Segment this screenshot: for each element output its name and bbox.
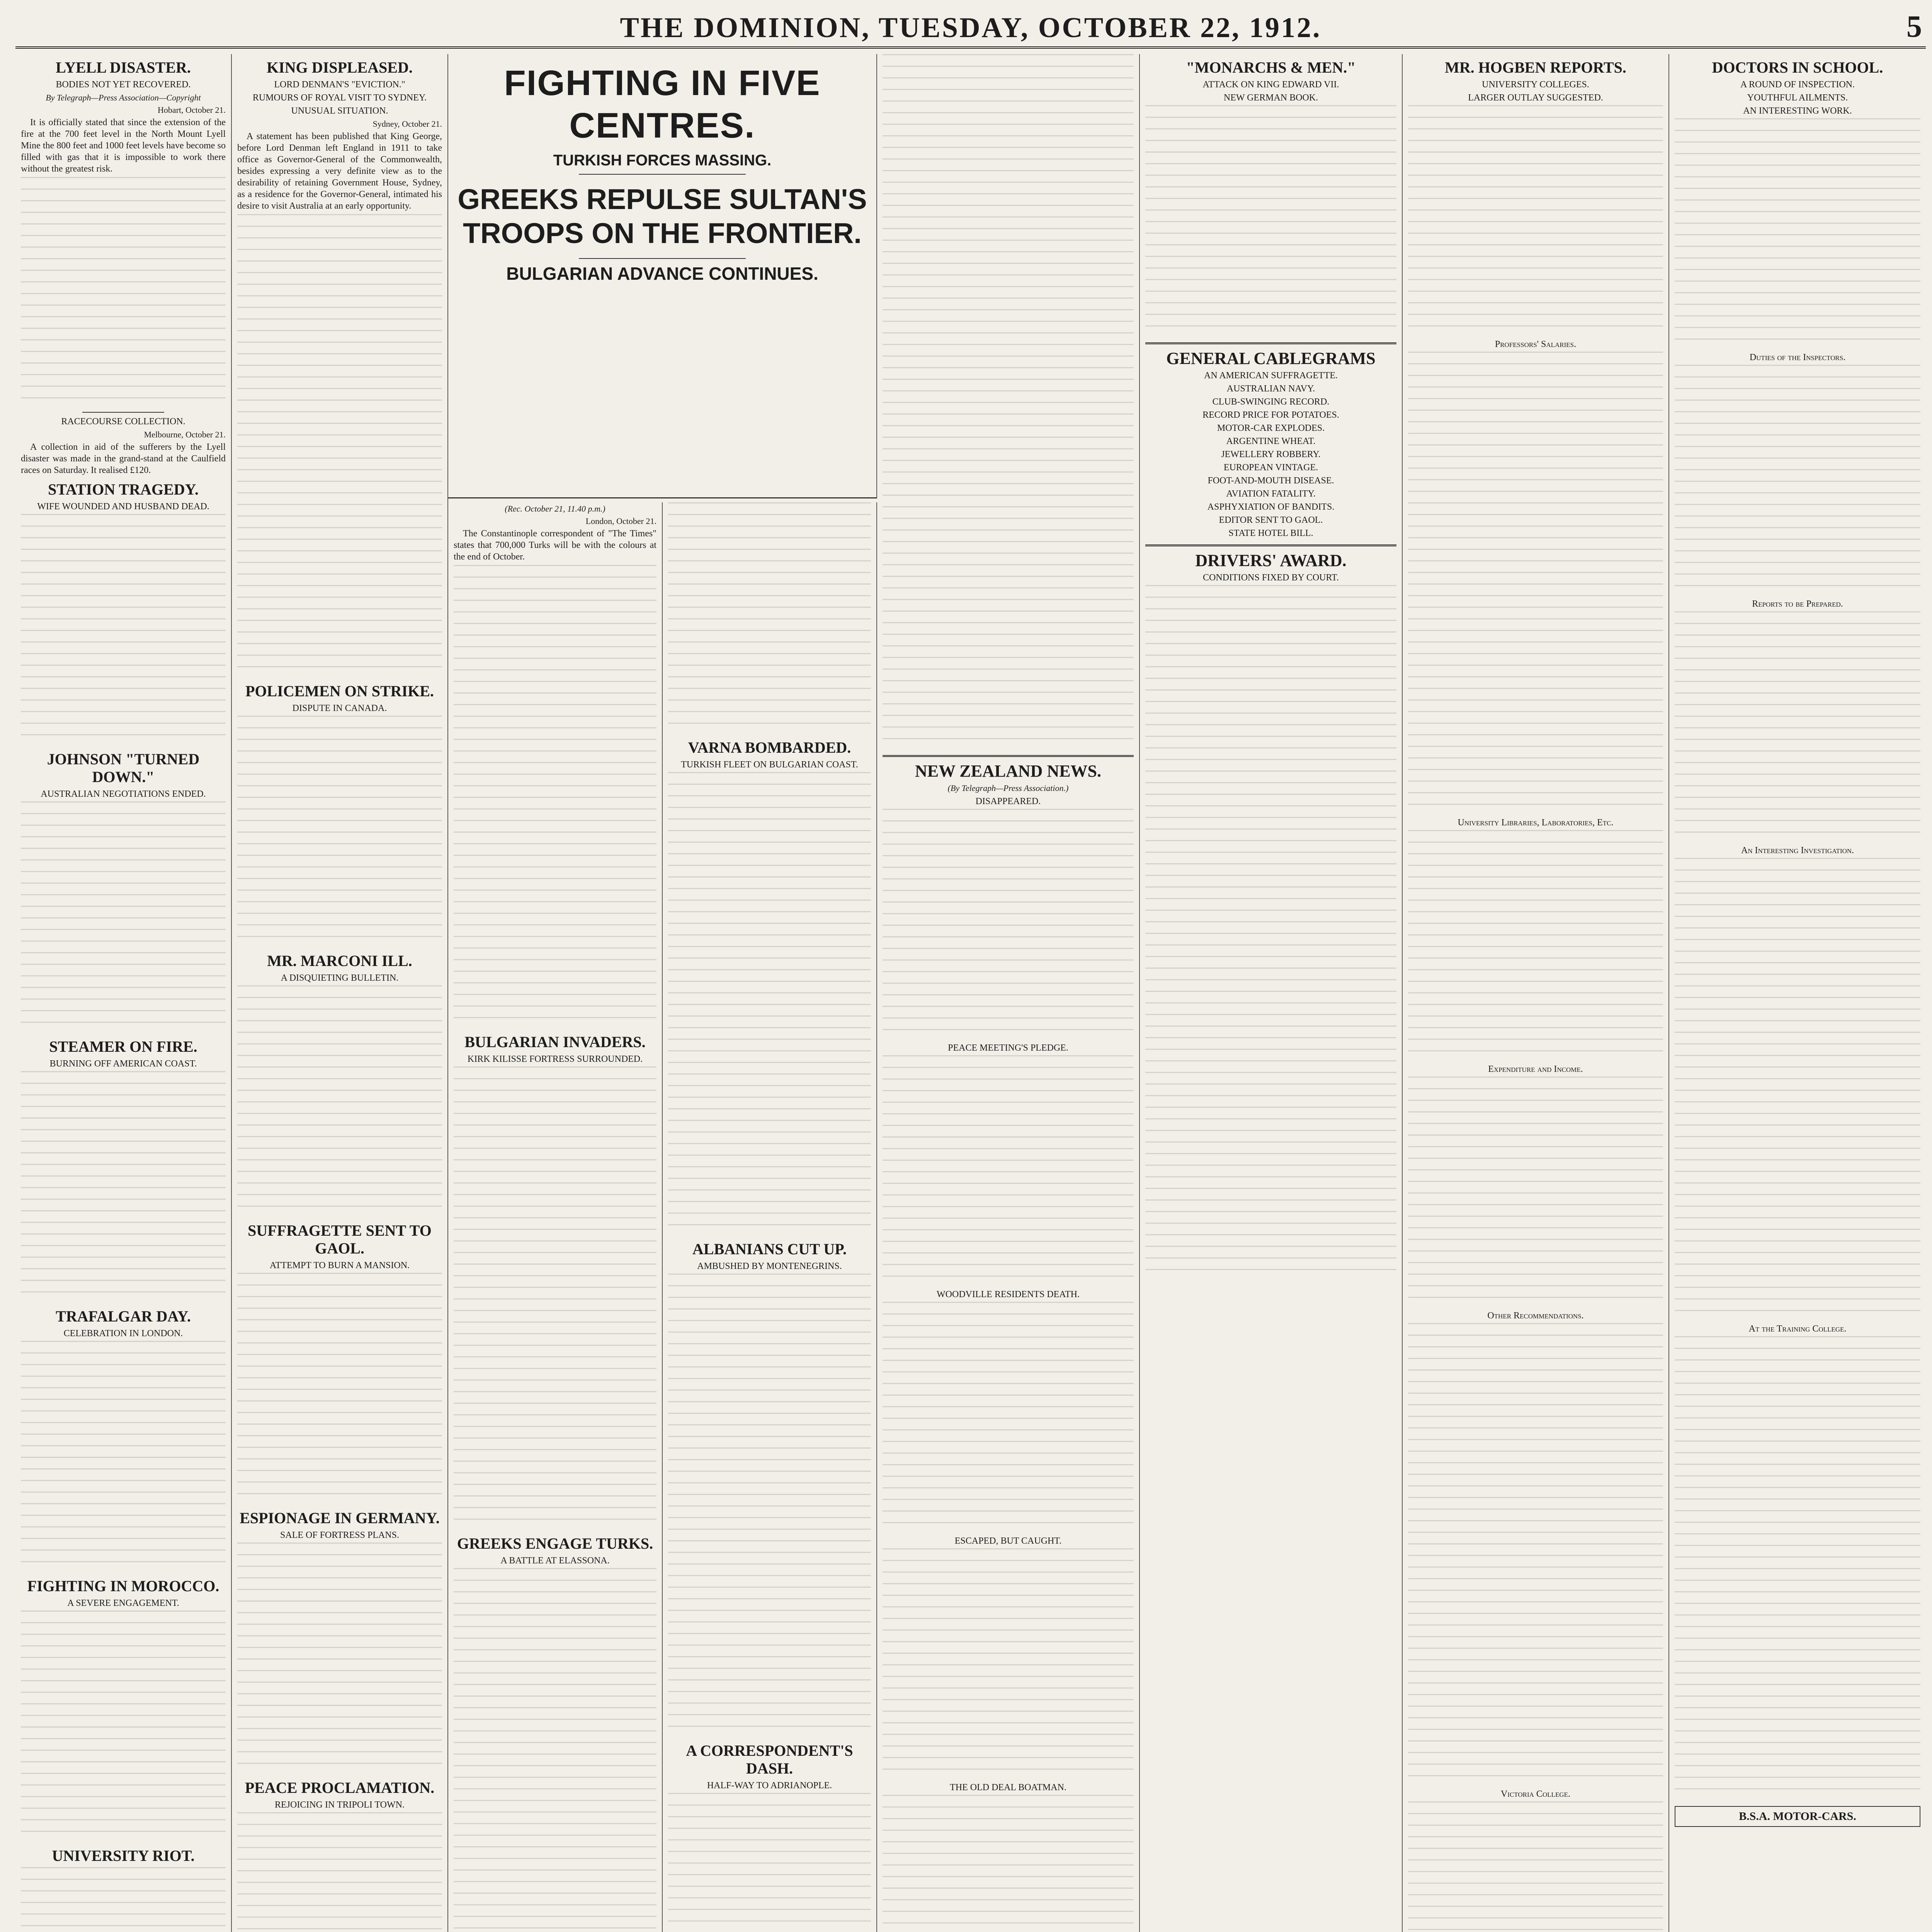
column-6	[1140, 54, 1403, 1932]
subhead-club-swinging: CLUB-SWINGING RECORD.	[1212, 397, 1330, 407]
war-banner	[448, 54, 877, 498]
subhead-station-tragedy: WIFE WOUNDED AND HUSBAND DEAD.	[37, 502, 209, 512]
body-text-block	[454, 565, 656, 1029]
headline-racecourse: RACECOURSE COLLECTION.	[61, 417, 185, 427]
subhead-inspection: A ROUND OF INSPECTION.	[1740, 80, 1855, 90]
headline-doctors: DOCTORS IN SCHOOL.	[1712, 59, 1883, 76]
page-columns	[15, 54, 1926, 1932]
subhead-steamer: BURNING OFF AMERICAN COAST.	[49, 1059, 197, 1069]
subhead-navy: AUSTRALIAN NAVY.	[1226, 384, 1315, 394]
subhead-peace: REJOICING IN TRIPOLI TOWN.	[275, 1800, 405, 1810]
headline-marconi: MR. MARCONI ILL.	[267, 952, 412, 969]
headline-correspondent: A CORRESPONDENT'S DASH.	[686, 1742, 853, 1777]
headline-trafalgar: TRAFALGAR DAY.	[56, 1308, 191, 1325]
headline-cablegrams: GENERAL CABLEGRAMS	[1166, 349, 1376, 368]
subhead-policemen: DISPUTE IN CANADA.	[292, 703, 387, 713]
body-text-block	[883, 809, 1134, 1041]
body-text-block	[1408, 105, 1663, 337]
subhead-german-book: NEW GERMAN BOOK.	[1223, 93, 1318, 103]
subhead-victoria: Victoria College.	[1500, 1789, 1571, 1799]
column-1	[15, 54, 232, 1932]
subhead-albanians: AMBUSHED BY MONTENEGRINS.	[697, 1261, 842, 1271]
subhead-editor-gaol: EDITOR SENT TO GAOL.	[1219, 515, 1323, 525]
page-number: 5	[1906, 10, 1922, 44]
body-text-block	[1675, 365, 1920, 597]
subhead-woodville: WOODVILLE RESIDENTS DEATH.	[937, 1289, 1080, 1299]
column-3	[448, 502, 663, 1932]
place-lyell: Hobart, October 21.	[158, 105, 226, 115]
body-text-block	[883, 54, 1134, 750]
divider	[579, 174, 746, 175]
subhead-espionage: SALE OF FORTRESS PLANS.	[280, 1530, 399, 1540]
subhead-potatoes: RECORD PRICE FOR POTATOES.	[1202, 410, 1339, 420]
subhead-interesting-work: AN INTERESTING WORK.	[1743, 106, 1852, 116]
dateline-war: (Rec. October 21, 11.40 p.m.)	[505, 504, 605, 514]
body-text-block	[883, 1302, 1134, 1534]
body-text-block	[21, 514, 226, 746]
headline-king-displeased: KING DISPLEASED.	[267, 59, 413, 76]
subhead-university: UNIVERSITY COLLEGES.	[1482, 80, 1589, 90]
subhead-deal-boatman: THE OLD DEAL BOATMAN.	[950, 1782, 1066, 1793]
subhead-expenditure: Expenditure and Income.	[1488, 1064, 1583, 1074]
body-text-block	[237, 716, 442, 947]
body-text-block	[237, 985, 442, 1217]
body-text-block	[454, 1066, 656, 1530]
newspaper-title: THE DOMINION, TUESDAY, OCTOBER 22, 1912.	[620, 12, 1321, 44]
headline-varna: VARNA BOMBARDED.	[688, 739, 851, 756]
place-war: London, October 21.	[585, 516, 656, 526]
body-text-block	[668, 1274, 871, 1737]
subhead-training-college: At the Training College.	[1748, 1324, 1847, 1334]
paragraph-war: The Constantinople correspondent of "The Times" states that 700,000 Turks will be with the colours at the end of October.	[454, 529, 656, 562]
subhead-johnson: AUSTRALIAN NEGOTIATIONS ENDED.	[41, 789, 206, 799]
body-text-block	[1408, 830, 1663, 1062]
headline-albanians: ALBANIANS CUT UP.	[692, 1240, 847, 1258]
body-text-block	[1145, 105, 1396, 337]
headline-station-tragedy: STATION TRAGEDY.	[48, 481, 199, 498]
ad-title: B.S.A. MOTOR-CARS.	[1739, 1810, 1856, 1823]
body-text-block	[21, 1867, 226, 1932]
subhead-unusual: UNUSUAL SITUATION.	[291, 106, 388, 116]
body-text-block	[21, 177, 226, 409]
column-4	[663, 502, 877, 1932]
subhead-escaped: ESCAPED, BUT CAUGHT.	[954, 1536, 1062, 1546]
body-text-block	[454, 1568, 656, 1932]
subhead-suffragette-us: AN AMERICAN SUFFRAGETTE.	[1204, 371, 1338, 381]
war-headline-main: FIGHTING IN FIVE CENTRES.	[504, 63, 821, 145]
body-text-block	[883, 1795, 1134, 1932]
headline-morocco: FIGHTING IN MOROCCO.	[27, 1577, 219, 1595]
body-text-block	[1408, 1077, 1663, 1308]
subhead-salaries: Professors' Salaries.	[1495, 339, 1577, 349]
subhead-jewellery: JEWELLERY ROBBERY.	[1221, 449, 1321, 459]
subhead-morocco: A SEVERE ENGAGEMENT.	[67, 1598, 179, 1608]
subhead-recommendations: Other Recommendations.	[1487, 1311, 1584, 1321]
body-text-block	[883, 1548, 1134, 1780]
headline-monarchs: "MONARCHS & MEN."	[1186, 59, 1356, 76]
subhead-ailments: YOUTHFUL AILMENTS.	[1747, 93, 1848, 103]
column-5	[877, 54, 1140, 1932]
paragraph-lyell: It is officially stated that since the extension of the fire at the 700 feet level in the North Mount Lyell Mine the 800 feet and 1000 feet levels have become so filled with gas that it is impossible to work there without the greatest risk.	[21, 117, 226, 174]
subhead-peace-meeting: PEACE MEETING'S PLEDGE.	[948, 1043, 1068, 1053]
subhead-denman: LORD DENMAN'S "EVICTION."	[274, 80, 405, 90]
divider	[579, 258, 746, 259]
advertisement-bsa	[1675, 1806, 1920, 1827]
body-text-block	[668, 772, 871, 1236]
subhead-drivers: CONDITIONS FIXED BY COURT.	[1203, 573, 1339, 583]
body-text-block	[237, 1273, 442, 1505]
body-text-block	[1145, 585, 1396, 1281]
subhead-libraries: University Libraries, Laboratories, Etc.	[1458, 818, 1614, 828]
masthead	[15, 9, 1926, 49]
war-headline-turkish: TURKISH FORCES MASSING.	[553, 152, 772, 169]
body-text-block	[21, 1341, 226, 1573]
war-headline-bulgarian: BULGARIAN ADVANCE CONTINUES.	[506, 264, 818, 284]
subhead-lyell: BODIES NOT YET RECOVERED.	[56, 80, 191, 90]
paragraph-king: A statement has been published that King George, before Lord Denman left England in 1911 to take office as Governor-General of the Commonwealth, besides expressing a very definite view as to the desirability of retaining Government House, Sydney, as a residence for the Governor-General, intimated his desire to visit Australia at an early opportunity.	[237, 131, 442, 211]
headline-lyell: LYELL DISASTER.	[56, 59, 191, 76]
body-text-block	[237, 1812, 442, 1932]
column-8	[1669, 54, 1926, 1932]
body-text-block	[237, 1543, 442, 1774]
body-text-block	[1675, 611, 1920, 843]
body-text-block	[1675, 118, 1920, 350]
headline-hogben: MR. HOGBEN REPORTS.	[1445, 59, 1626, 76]
headline-peace: PEACE PROCLAMATION.	[245, 1779, 435, 1796]
headline-johnson: JOHNSON "TURNED DOWN."	[47, 750, 200, 786]
war-headline-greeks: GREEKS REPULSE SULTAN'S TROOPS ON THE FRONTIER.	[457, 183, 867, 249]
subhead-wheat: ARGENTINE WHEAT.	[1226, 436, 1316, 446]
subhead-royal-visit: RUMOURS OF ROYAL VISIT TO SYDNEY.	[252, 93, 427, 103]
body-text-block	[1675, 1336, 1920, 1800]
divider	[1145, 544, 1396, 546]
subhead-duties: Duties of the Inspectors.	[1749, 352, 1846, 362]
subhead-disappeared: DISAPPEARED.	[975, 796, 1041, 806]
subhead-correspondent: HALF-WAY TO ADRIANOPLE.	[707, 1781, 832, 1791]
subhead-state-hotel: STATE HOTEL BILL.	[1228, 528, 1313, 538]
body-text-block	[21, 1611, 226, 1842]
headline-university-riot: UNIVERSITY RIOT.	[52, 1847, 195, 1864]
subhead-bandits: ASPHYXIATION OF BANDITS.	[1207, 502, 1335, 512]
headline-drivers-award: DRIVERS' AWARD.	[1195, 551, 1347, 570]
body-text-block	[1408, 1323, 1663, 1787]
headline-greeks-engage: GREEKS ENGAGE TURKS.	[457, 1535, 653, 1552]
headline-steamer: STEAMER ON FIRE.	[49, 1038, 197, 1055]
divider	[1145, 342, 1396, 344]
subhead-aviation: AVIATION FATALITY.	[1226, 489, 1316, 499]
subhead-reports: Reports to be Prepared.	[1752, 599, 1843, 609]
subhead-bulgarian-invaders: KIRK KILISSE FORTRESS SURROUNDED.	[467, 1054, 643, 1064]
divider	[883, 755, 1134, 757]
body-text-block	[237, 214, 442, 678]
headline-bulgarian-invaders: BULGARIAN INVADERS.	[464, 1033, 646, 1051]
place-king: Sydney, October 21.	[372, 119, 442, 129]
subhead-investigation: An Interesting Investigation.	[1741, 845, 1854, 855]
subhead-foot-mouth: FOOT-AND-MOUTH DISEASE.	[1208, 476, 1334, 486]
place-racecourse: Melbourne, October 21.	[144, 430, 226, 439]
body-text-block	[1408, 1801, 1663, 1932]
subhead-motor-car: MOTOR-CAR EXPLODES.	[1217, 423, 1325, 433]
body-text-block	[883, 1055, 1134, 1287]
column-2	[232, 54, 448, 1932]
column-7	[1403, 54, 1669, 1932]
headline-policemen-strike: POLICEMEN ON STRIKE.	[245, 682, 434, 700]
subhead-suffragette: ATTEMPT TO BURN A MANSION.	[269, 1260, 410, 1270]
divider	[82, 412, 164, 413]
headline-espionage: ESPIONAGE IN GERMANY.	[240, 1509, 440, 1527]
subhead-vintage: EUROPEAN VINTAGE.	[1223, 463, 1318, 473]
subhead-larger-outlay: LARGER OUTLAY SUGGESTED.	[1468, 93, 1603, 103]
subhead-trafalgar: CELEBRATION IN LONDON.	[63, 1328, 183, 1338]
subhead-varna: TURKISH FLEET ON BULGARIAN COAST.	[681, 760, 858, 770]
body-text-block	[1408, 352, 1663, 815]
subhead-marconi: A DISQUIETING BULLETIN.	[281, 973, 399, 983]
headline-suffragette: SUFFRAGETTE SENT TO GAOL.	[248, 1222, 432, 1257]
dateline-nz: (By Telegraph—Press Association.)	[947, 783, 1069, 793]
body-text-block	[21, 1071, 226, 1303]
subhead-king-edward: ATTACK ON KING EDWARD VII.	[1202, 80, 1339, 90]
body-text-block	[668, 502, 871, 734]
body-text-block	[668, 1793, 871, 1932]
body-text-block	[1675, 858, 1920, 1321]
paragraph-racecourse: A collection in aid of the sufferers by the Lyell disaster was made in the grand-stand at the Caulfield races on Saturday. It realised £120.	[21, 442, 226, 475]
body-text-block	[21, 801, 226, 1033]
headline-nz-news: NEW ZEALAND NEWS.	[915, 762, 1102, 781]
dateline-lyell: By Telegraph—Press Association—Copyright	[46, 93, 201, 102]
subhead-greeks-engage: A BATTLE AT ELASSONA.	[500, 1556, 610, 1566]
